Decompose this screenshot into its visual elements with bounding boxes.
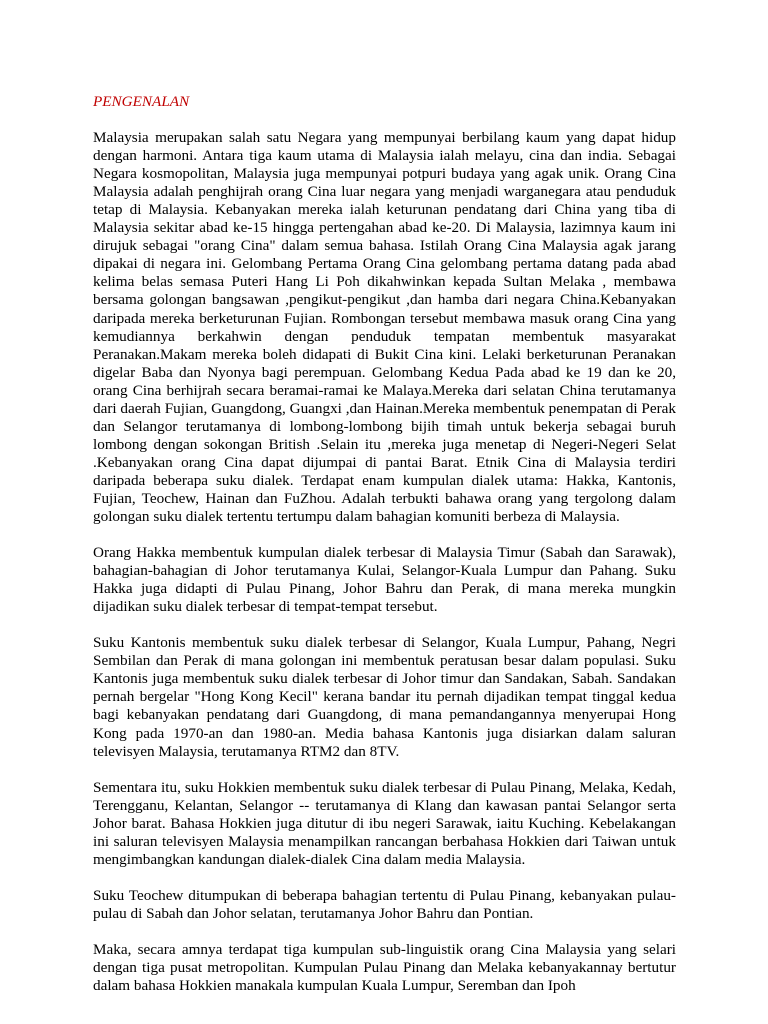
paragraph-teochew: Suku Teochew ditumpukan di beberapa bahagian tertentu di Pulau Pinang, kebanyakan pulau-pulau di Sabah dan Johor selatan, terutamanya Johor Bahru dan Pontian. [93,886,676,922]
paragraph-summary: Maka, secara amnya terdapat tiga kumpulan sub-linguistik orang Cina Malaysia yang selari dengan tiga pusat metropolitan. Kumpulan Pulau Pinang dan Melaka kebanyakannay bertutur dalam bahasa Hokkien manakala kumpulan Kuala Lumpur, Seremban dan Ipoh [93,940,676,995]
paragraph-intro: Malaysia merupakan salah satu Negara yang mempunyai berbilang kaum yang dapat hidup dengan harmoni. Antara tiga kaum utama di Malaysia ialah melayu, cina dan india. Sebagai Negara kosmopolitan, Malaysia juga mempunyai potpuri budaya yang agak unik. Orang Cina Malaysia adalah penghijrah orang Cina luar negara yang menjadi warganegara atau penduduk tetap di Malaysia. Kebanyakan mereka ialah keturunan pendatang dari China yang tiba di Malaysia sekitar abad ke-15 hingga pertengahan abad ke-20. Di Malaysia, lazimnya kaum ini dirujuk sebagai "orang Cina" dalam semua bahasa. Istilah Orang Cina Malaysia agak jarang dipakai di negara ini. Gelombang Pertama Orang Cina gelombang pertama datang pada abad kelima belas semasa Puteri Hang Li Poh dikahwinkan kepada Sultan Melaka , membawa bersama golongan bangsawan ,pengikut-pengikut ,dan hamba dari negara China.Kebanyakan daripada mereka berketurunan Fujian. Rombongan tersebut membawa masuk orang Cina yang kemudiannya berkahwin dengan penduduk tempatan membentuk masyarakat Peranakan.Makam mereka boleh didapati di Bukit Cina kini. Lelaki berketurunan Peranakan digelar Baba dan Nyonya bagi perempuan. Gelombang Kedua Pada abad ke 19 dan ke 20, orang Cina berhijrah secara beramai-ramai ke Malaya.Mereka dari selatan China terutamanya dari daerah Fujian, Guangdong, Guangxi ,dan Hainan.Mereka membentuk penempatan di Perak dan Selangor terutamanya di lombong-lombong bijih timah untuk bekerja sebagai buruh lombong dengan sokongan British .Selain itu ,mereka juga menetap di Negeri-Negeri Selat .Kebanyakan orang Cina dapat dijumpai di pantai Barat. Etnik Cina di Malaysia terdiri daripada beberapa suku dialek. Terdapat enam kumpulan dialek utama: Hakka, Kantonis, Fujian, Teochew, Hainan dan FuZhou. Adalah terbukti bahawa orang yang tergolong dalam golongan suku dialek tertentu tertumpu dalam bahagian komuniti berbeza di Malaysia. [93,129,676,526]
section-heading: PENGENALAN [93,93,190,110]
paragraph-kantonis: Suku Kantonis membentuk suku dialek terbesar di Selangor, Kuala Lumpur, Pahang, Negri Sembilan dan Perak di mana golongan ini membentuk peratusan besar dalam populasi. Suku Kantonis juga membentuk suku dialek terbesar di Johor timur dan Sandakan, Sabah. Sandakan pernah bergelar "Hong Kong Kecil" kerana bandar itu pernah dijadikan tempat tinggal kedua bagi kebanyakan pendatang dari Guangdong, di mana pemandangannya menyerupai Hong Kong pada 1970-an dan 1980-an. Media bahasa Kantonis juga disiarkan dalam saluran televisyen Malaysia, terutamanya RTM2 dan 8TV. [93,634,676,760]
paragraph-hakka: Orang Hakka membentuk kumpulan dialek terbesar di Malaysia Timur (Sabah dan Sarawak), bahagian-bahagian di Johor terutamanya Kulai, Selangor-Kuala Lumpur dan Pahang. Suku Hakka juga didapti di Pulau Pinang, Johor Bahru dan Perak, di mana mereka mungkin dijadikan suku dialek terbesar di tempat-tempat tersebut. [93,544,676,616]
paragraph-hokkien: Sementara itu, suku Hokkien membentuk suku dialek terbesar di Pulau Pinang, Melaka, Kedah, Terengganu, Kelantan, Selangor -- terutamanya di Klang dan kawasan pantai Selangor serta Johor barat. Bahasa Hokkien juga ditutur di ibu negeri Sarawak, iaitu Kuching. Kebelakangan ini saluran televisyen Malaysia menampilkan rancangan berbahasa Hokkien dari Taiwan untuk mengimbangkan kandungan dialek-dialek Cina dalam media Malaysia. [93,778,676,868]
